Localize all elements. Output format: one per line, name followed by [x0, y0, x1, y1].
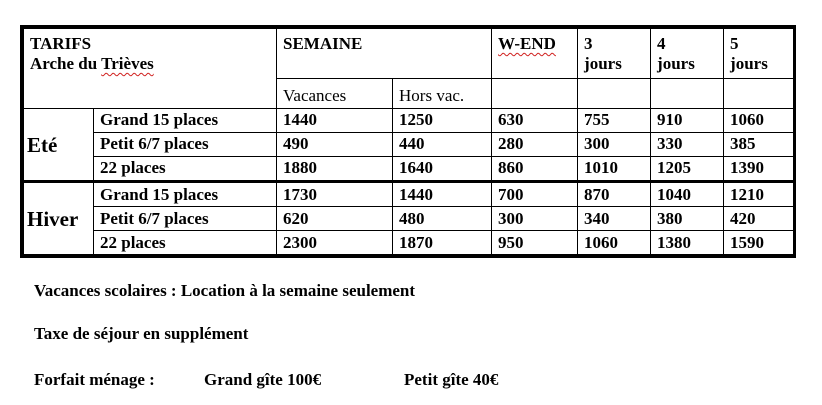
price-cell: 620	[277, 207, 393, 231]
table-subtitle	[30, 54, 276, 74]
row-label: 22 places	[94, 231, 277, 255]
price-cell: 300	[578, 132, 651, 156]
table-row	[24, 231, 794, 255]
row-label: Grand 15 places	[94, 109, 277, 133]
price-cell: 1060	[578, 231, 651, 255]
header-empty-cell	[492, 79, 578, 109]
table-title: TARIFS	[30, 34, 92, 53]
note-taxe-sejour: Taxe de séjour en supplément	[34, 324, 249, 343]
row-label: 22 places	[94, 156, 277, 181]
price-cell: 1390	[724, 156, 794, 181]
price-cell: 700	[492, 182, 578, 207]
price-cell: 630	[492, 109, 578, 133]
row-label: Petit 6/7 places	[94, 207, 277, 231]
row-label: Grand 15 places	[94, 182, 277, 207]
price-cell: 1440	[393, 182, 492, 207]
price-cell: 1730	[277, 182, 393, 207]
price-cell: 950	[492, 231, 578, 255]
season-label: Eté	[24, 109, 94, 182]
header-vacances: Vacances	[277, 79, 393, 109]
row-label: Petit 6/7 places	[94, 132, 277, 156]
header-3-jours: 3 jours	[578, 29, 651, 79]
price-cell: 1440	[277, 109, 393, 133]
price-cell: 870	[578, 182, 651, 207]
table-row	[24, 156, 794, 181]
table-row	[24, 109, 794, 133]
subtitle-squiggle: Trièves	[101, 54, 154, 73]
table-row	[24, 132, 794, 156]
header-empty-cell	[578, 79, 651, 109]
price-cell: 1880	[277, 156, 393, 181]
price-cell: 440	[393, 132, 492, 156]
header-5-jours: 5 jours	[724, 29, 794, 79]
price-cell: 340	[578, 207, 651, 231]
price-cell: 1210	[724, 182, 794, 207]
price-cell: 910	[651, 109, 724, 133]
price-cell: 1380	[651, 231, 724, 255]
price-cell: 1040	[651, 182, 724, 207]
subtitle-plain: Arche du	[30, 54, 102, 73]
header-wend	[492, 29, 578, 79]
table-title-cell	[24, 29, 277, 109]
price-cell: 385	[724, 132, 794, 156]
forfait-label: Forfait ménage :	[34, 370, 155, 389]
header-semaine: SEMAINE	[277, 29, 492, 79]
price-cell: 280	[492, 132, 578, 156]
table-row	[24, 182, 794, 207]
header-hors-vac: Hors vac.	[393, 79, 492, 109]
season-label: Hiver	[24, 182, 94, 255]
header-empty-cell	[651, 79, 724, 109]
price-cell: 330	[651, 132, 724, 156]
pricing-table	[20, 25, 796, 258]
note-forfait-menage	[34, 370, 498, 390]
price-cell: 380	[651, 207, 724, 231]
price-cell: 1205	[651, 156, 724, 181]
price-cell: 1640	[393, 156, 492, 181]
price-cell: 300	[492, 207, 578, 231]
price-cell: 1590	[724, 231, 794, 255]
header-4-jours: 4 jours	[651, 29, 724, 79]
note-vacances-scolaires: Vacances scolaires : Location à la semaine seulement	[34, 281, 416, 300]
price-cell: 1250	[393, 109, 492, 133]
header-wend-text: W-END	[498, 34, 556, 53]
price-cell: 1870	[393, 231, 492, 255]
price-cell: 755	[578, 109, 651, 133]
price-cell: 860	[492, 156, 578, 181]
pricing-table-grid	[23, 28, 794, 255]
forfait-grand-gite: Grand gîte 100€	[204, 370, 322, 389]
price-cell: 480	[393, 207, 492, 231]
price-cell: 1010	[578, 156, 651, 181]
price-cell: 420	[724, 207, 794, 231]
forfait-petit-gite: Petit gîte 40€	[404, 370, 499, 389]
header-empty-cell	[724, 79, 794, 109]
table-row	[24, 207, 794, 231]
price-cell: 2300	[277, 231, 393, 255]
price-cell: 490	[277, 132, 393, 156]
price-cell: 1060	[724, 109, 794, 133]
